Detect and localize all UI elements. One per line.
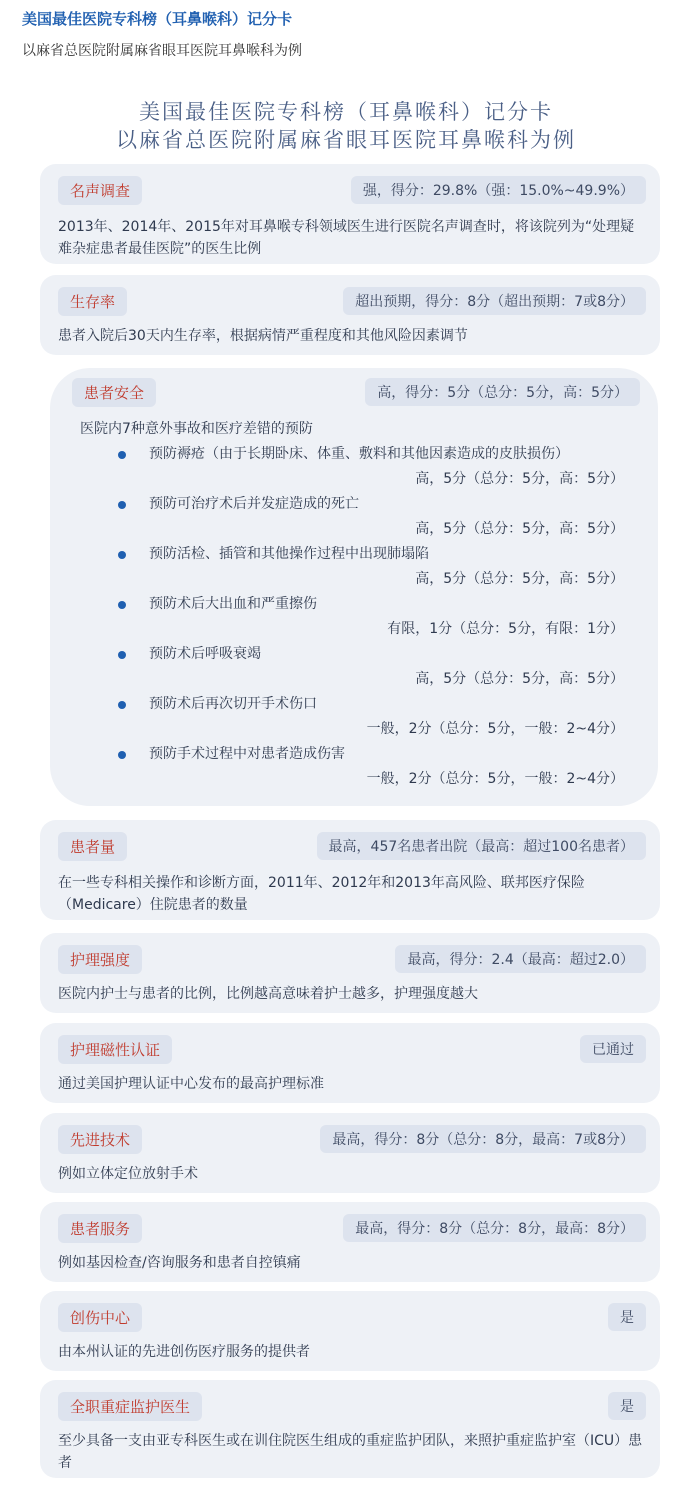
section-description: 医院内护士与患者的比例，比例越高意味着护士越多，护理强度越大 xyxy=(58,986,478,1002)
bullet-icon xyxy=(118,451,126,459)
section-label: 先进技术 xyxy=(58,1125,142,1154)
scorecard-title: 美国最佳医院专科榜（耳鼻喉科）记分卡 xyxy=(139,100,553,124)
section-description: 在一些专科相关操作和诊断方面，2011年、2012年和2013年高风险、联邦医疗保险（Medicare）住院患者的数量 xyxy=(58,875,585,913)
section-patient-volume xyxy=(40,820,660,920)
section-label: 患者安全 xyxy=(72,378,156,407)
section-score: 最高，457名患者出院（最高：超过100名患者） xyxy=(317,832,646,860)
list-item: 预防术后再次切开手术伤口 xyxy=(149,696,317,712)
section-description: 通过美国护理认证中心发布的最高护理标准 xyxy=(58,1076,324,1092)
scorecard-image xyxy=(22,78,670,1483)
section-description: 2013年、2014年、2015年对耳鼻喉专科领域医生进行医院名声调查时，将该院列为“处理疑难杂症患者最佳医院”的医生比例 xyxy=(58,219,635,257)
section-advanced-technology xyxy=(40,1113,660,1193)
article-subtitle: 以麻省总医院附属麻省眼耳医院耳鼻喉科为例 xyxy=(22,43,302,59)
bullet-icon xyxy=(118,751,126,759)
section-description: 患者入院后30天内生存率，根据病情严重程度和其他风险因素调节 xyxy=(58,328,468,344)
section-score: 最高，得分：8分（总分：8分，最高：7或8分） xyxy=(320,1125,646,1153)
section-nursing-magnet xyxy=(40,1023,660,1103)
section-label: 生存率 xyxy=(58,287,127,316)
section-trauma-center xyxy=(40,1291,660,1371)
list-item: 预防活检、插管和其他操作过程中出现肺塌陷 xyxy=(149,546,429,562)
section-description: 由本州认证的先进创伤医疗服务的提供者 xyxy=(58,1344,310,1360)
section-score: 已通过 xyxy=(580,1035,646,1063)
section-label: 患者量 xyxy=(58,832,127,861)
bullet-icon xyxy=(118,701,126,709)
bullet-icon xyxy=(118,501,126,509)
section-label: 护理强度 xyxy=(58,945,142,974)
section-label: 名声调查 xyxy=(58,176,142,205)
article-title: 美国最佳医院专科榜（耳鼻喉科）记分卡 xyxy=(22,10,293,28)
section-description: 至少具备一支由亚专科医生或在训住院医生组成的重症监护团队，来照护重症监护室（ICU）患者 xyxy=(58,1433,643,1471)
list-item-score: 高，5分（总分：5分，高：5分） xyxy=(415,671,624,687)
section-patient-safety xyxy=(50,368,658,806)
section-patient-services xyxy=(40,1202,660,1282)
section-score: 是 xyxy=(608,1303,646,1331)
section-score: 最高，得分：8分（总分：8分，最高：8分） xyxy=(343,1214,646,1242)
section-reputation xyxy=(40,164,660,264)
section-intensivists xyxy=(40,1380,660,1478)
section-label: 全职重症监护医生 xyxy=(58,1392,202,1421)
list-item: 预防术后呼吸衰竭 xyxy=(149,646,261,662)
section-score: 是 xyxy=(608,1392,646,1420)
section-label: 创伤中心 xyxy=(58,1303,142,1332)
list-item-score: 高，5分（总分：5分，高：5分） xyxy=(415,471,624,487)
section-description: 例如立体定位放射手术 xyxy=(58,1166,198,1182)
list-item-score: 高，5分（总分：5分，高：5分） xyxy=(415,571,624,587)
section-description: 例如基因检查/咨询服务和患者自控镇痛 xyxy=(58,1255,301,1271)
section-score: 高，得分：5分（总分：5分，高：5分） xyxy=(365,378,640,406)
section-nursing-intensity xyxy=(40,933,660,1013)
list-item: 预防手术过程中对患者造成伤害 xyxy=(149,746,345,762)
section-label: 护理磁性认证 xyxy=(58,1035,172,1064)
list-item-score: 一般，2分（总分：5分，一般：2~4分） xyxy=(366,721,624,737)
list-item-score: 高，5分（总分：5分，高：5分） xyxy=(415,521,624,537)
section-description: 医院内7种意外事故和医疗差错的预防 xyxy=(80,421,313,437)
list-item-score: 一般，2分（总分：5分，一般：2~4分） xyxy=(366,771,624,787)
list-item: 预防褥疮（由于长期卧床、体重、敷料和其他因素造成的皮肤损伤） xyxy=(149,446,569,462)
section-label: 患者服务 xyxy=(58,1214,142,1243)
section-score: 超出预期，得分：8分（超出预期：7或8分） xyxy=(343,287,646,315)
section-survival xyxy=(40,275,660,355)
bullet-icon xyxy=(118,601,126,609)
bullet-icon xyxy=(118,551,126,559)
section-score: 最高，得分：2.4（最高：超过2.0） xyxy=(395,945,646,973)
list-item: 预防可治疗术后并发症造成的死亡 xyxy=(149,496,359,512)
list-item: 预防术后大出血和严重擦伤 xyxy=(149,596,317,612)
scorecard-subtitle: 以麻省总医院附属麻省眼耳医院耳鼻喉科为例 xyxy=(116,128,576,152)
bullet-icon xyxy=(118,651,126,659)
section-score: 强，得分：29.8%（强：15.0%~49.9%） xyxy=(351,176,646,204)
list-item-score: 有限，1分（总分：5分，有限：1分） xyxy=(387,621,624,637)
